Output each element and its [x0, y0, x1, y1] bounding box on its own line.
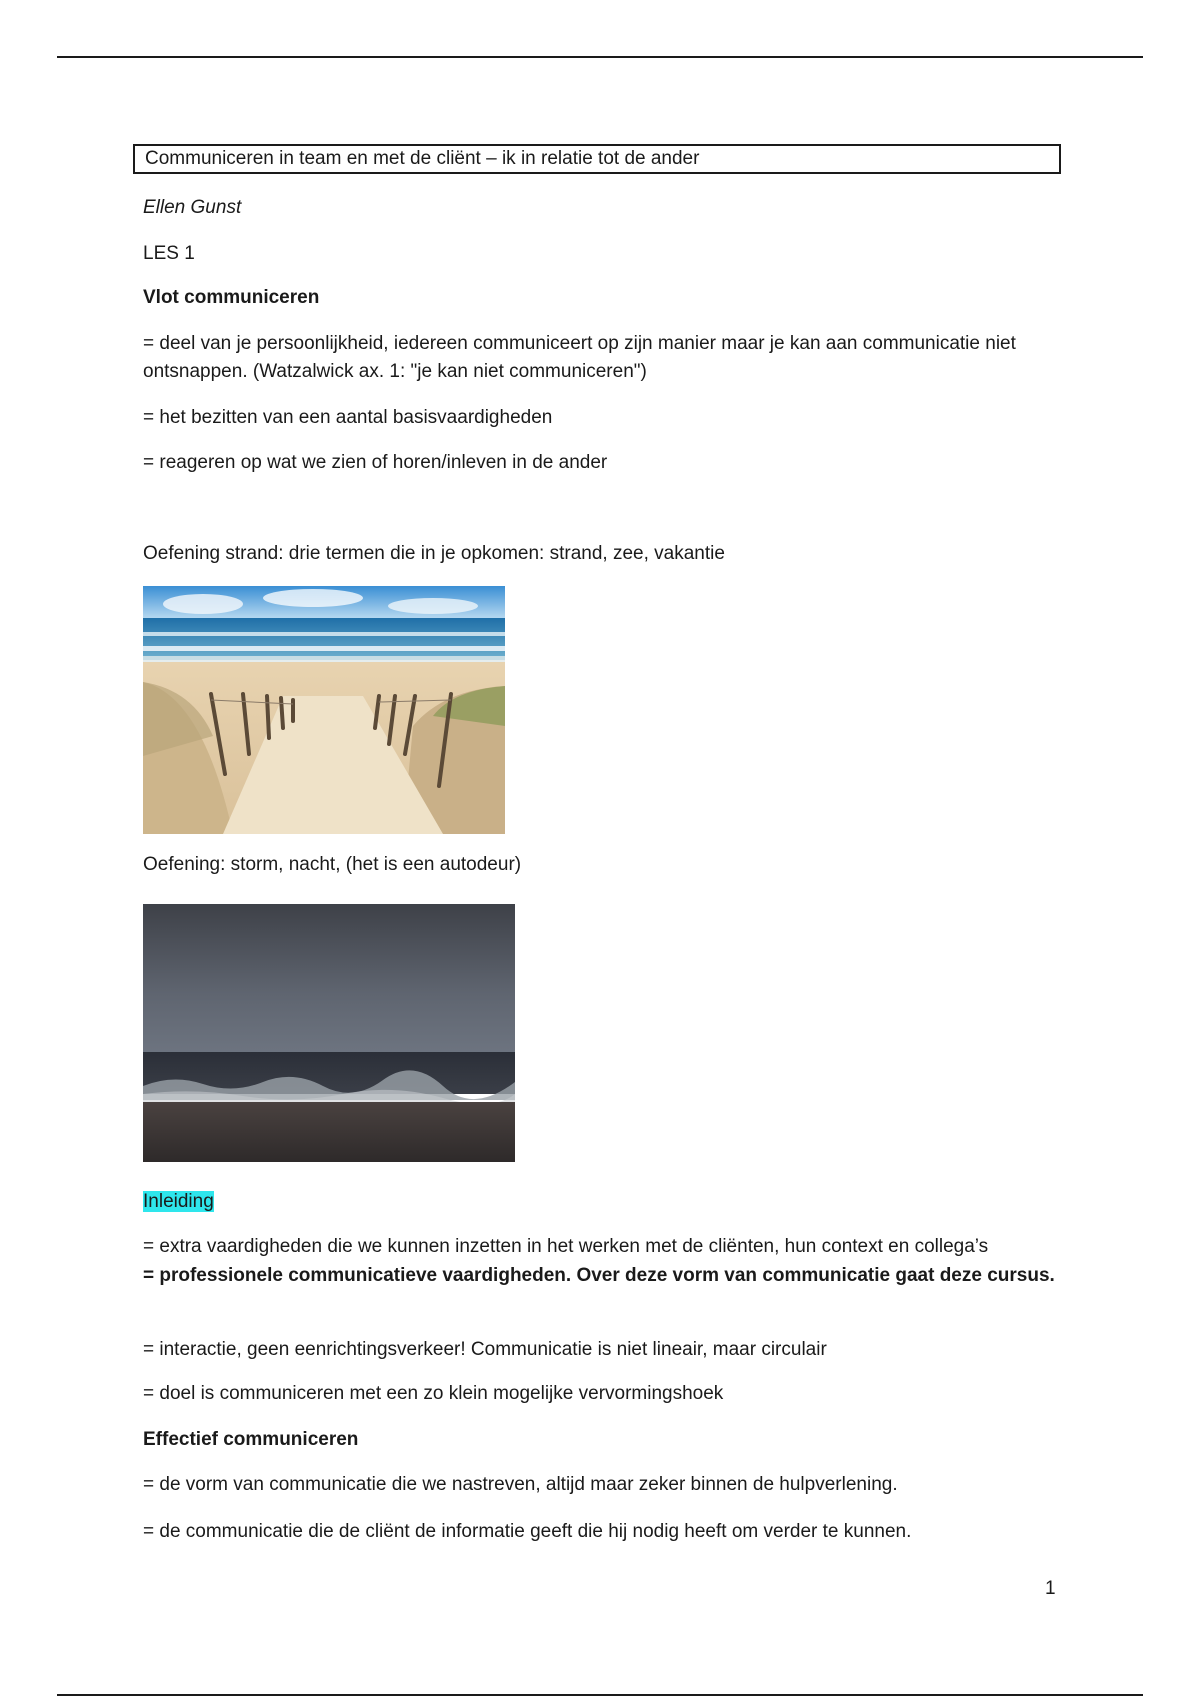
paragraph-exercise-storm: Oefening: storm, nacht, (het is een autodeur)	[143, 854, 522, 875]
heading-inleiding	[143, 1188, 1063, 1216]
paragraph-inleiding-3: = interactie, geen eenrichtingsverkeer! Communicatie is niet lineair, maar circulair	[143, 1339, 827, 1360]
highlighted-heading-text: Inleiding	[143, 1191, 214, 1212]
paragraph-exercise-beach: Oefening strand: drie termen die in je opkomen: strand, zee, vakantie	[143, 543, 725, 564]
author-name: Ellen Gunst	[143, 197, 242, 218]
paragraph-vlot-3: = reageren op wat we zien of horen/inleven in de ander	[143, 452, 608, 473]
paragraph-effectief-2: = de communicatie die de cliënt de informatie geeft die hij nodig heeft om verder te kunnen.	[143, 1521, 912, 1542]
paragraph-inleiding-2: = professionele communicatieve vaardigheden. Over deze vorm van communicatie gaat deze cursus.	[143, 1265, 1055, 1286]
beach-photo	[143, 586, 505, 834]
lesson-label: LES 1	[143, 243, 195, 264]
header-rule	[57, 56, 1143, 58]
paragraph-inleiding-4: = doel is communiceren met een zo klein mogelijke vervormingshoek	[143, 1383, 724, 1404]
heading-effectief-communiceren: Effectief communiceren	[143, 1429, 359, 1450]
paragraph-inleiding-1: = extra vaardigheden die we kunnen inzetten in het werken met de cliënten, hun context en collega’s	[143, 1236, 989, 1257]
paragraph-vlot-2: = het bezitten van een aantal basisvaardigheden	[143, 407, 553, 428]
paragraph-effectief-1: = de vorm van communicatie die we nastreven, altijd maar zeker binnen de hulpverlening.	[143, 1474, 898, 1495]
footer-rule	[57, 1694, 1143, 1696]
document-title: Communiceren in team en met de cliënt – ik in relatie tot de ander	[133, 144, 1061, 174]
page-number: 1	[1045, 1578, 1056, 1599]
heading-vlot-communiceren: Vlot communiceren	[143, 287, 320, 308]
storm-photo	[143, 904, 515, 1162]
paragraph-vlot-1: = deel van je persoonlijkheid, iedereen communiceert op zijn manier maar je kan aan communicatie niet ontsnappen. (Watzalwick ax. 1: "je kan niet communiceren")	[143, 333, 1016, 382]
